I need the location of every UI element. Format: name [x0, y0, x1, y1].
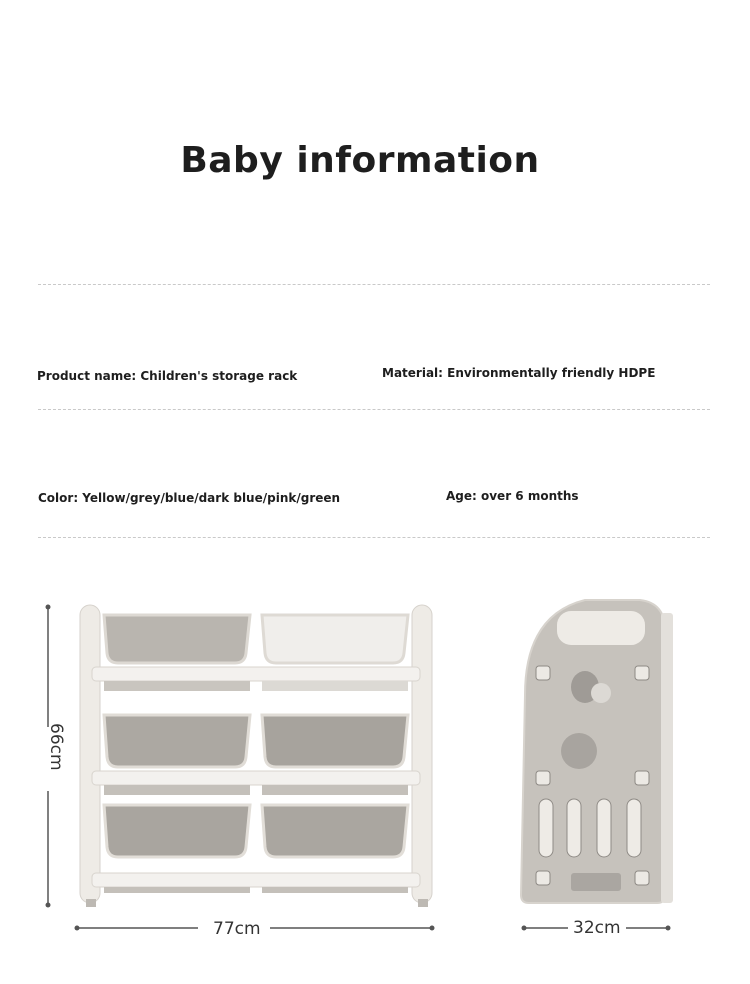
divider-bottom — [38, 537, 710, 538]
divider-top — [38, 284, 710, 285]
color-text: Color: Yellow/grey/blue/dark blue/pink/green — [38, 491, 341, 505]
material-text: Material: Environmentally friendly HDPE — [382, 366, 656, 380]
width-label: 77cm — [213, 919, 261, 939]
page-title: Baby information — [180, 140, 540, 181]
divider-middle — [38, 409, 710, 410]
age-text: Age: over 6 months — [446, 489, 579, 503]
product-name-text: Product name: Children's storage rack — [37, 369, 298, 383]
rack-side-view — [515, 595, 680, 915]
height-label: 66cm — [46, 723, 66, 771]
rack-front-view — [40, 595, 450, 915]
depth-label: 32cm — [573, 918, 621, 938]
